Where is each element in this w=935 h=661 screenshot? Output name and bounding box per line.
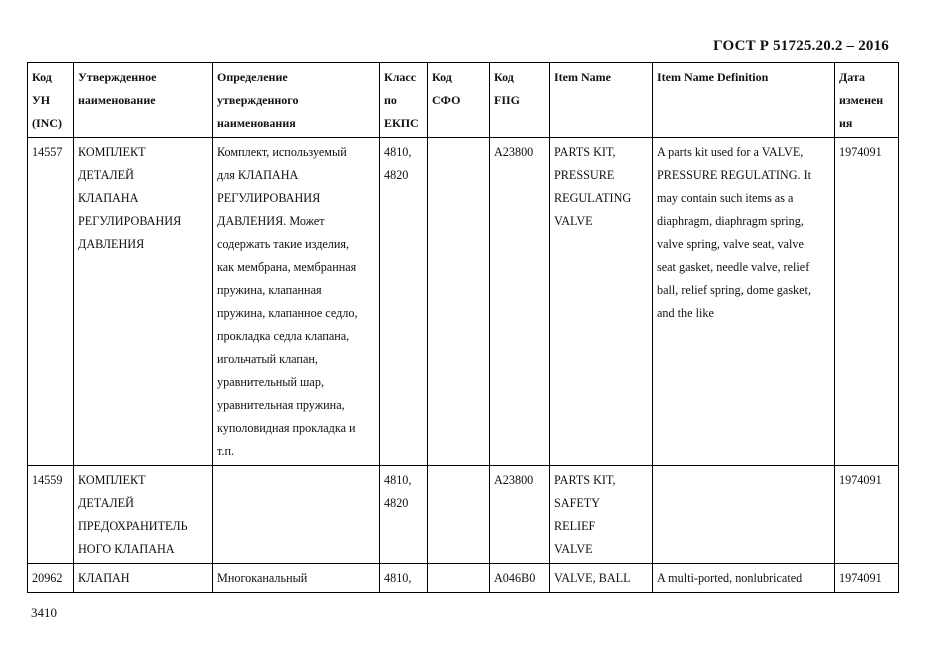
column-header-approved-name: Утвержденное наименование bbox=[74, 63, 213, 138]
cell-item-definition: A multi-ported, nonlubricated bbox=[653, 564, 835, 593]
table-row bbox=[28, 138, 899, 466]
cell-class: 4810, bbox=[380, 564, 428, 593]
page-number: 3410 bbox=[31, 605, 57, 620]
cell-inc: 14559 bbox=[28, 466, 74, 564]
cell-inc: 14557 bbox=[28, 138, 74, 466]
column-header-item-name: Item Name bbox=[550, 63, 653, 138]
document-standard-header: ГОСТ Р 51725.20.2 – 2016 bbox=[713, 38, 889, 54]
cell-fiig: A23800 bbox=[490, 466, 550, 564]
column-header-date: Дата изменен ия bbox=[835, 63, 899, 138]
cell-class: 4810, 4820 bbox=[380, 466, 428, 564]
table-row bbox=[28, 564, 899, 593]
cell-date: 1974091 bbox=[835, 138, 899, 466]
cell-fiig: A23800 bbox=[490, 138, 550, 466]
cell-item-name: PARTS KIT, PRESSURE REGULATING VALVE bbox=[550, 138, 653, 466]
cell-approved-name: КЛАПАН bbox=[74, 564, 213, 593]
cell-date: 1974091 bbox=[835, 466, 899, 564]
column-header-definition: Определение утвержденного наименования bbox=[213, 63, 380, 138]
cell-fiig: A046B0 bbox=[490, 564, 550, 593]
cell-sfo bbox=[428, 138, 490, 466]
cell-approved-name: КОМПЛЕКТ ДЕТАЛЕЙ КЛАПАНА РЕГУЛИРОВАНИЯ ДАВЛЕНИЯ bbox=[74, 138, 213, 466]
column-header-item-definition: Item Name Definition bbox=[653, 63, 835, 138]
cell-item-name: PARTS KIT, SAFETY RELIEF VALVE bbox=[550, 466, 653, 564]
cell-item-definition: A parts kit used for a VALVE, PRESSURE REGULATING. It may contain such items as a diaphragm, diaphragm spring, valve spring, valve seat, valve seat gasket, needle valve, relief ball, relief spring, dome gasket, and the like bbox=[653, 138, 835, 466]
column-header-inc: Код УН (INC) bbox=[28, 63, 74, 138]
column-header-class: Класс по ЕКПС bbox=[380, 63, 428, 138]
cell-item-name: VALVE, BALL bbox=[550, 564, 653, 593]
cell-date: 1974091 bbox=[835, 564, 899, 593]
cell-definition: Многоканальный bbox=[213, 564, 380, 593]
cell-sfo bbox=[428, 466, 490, 564]
table-header-row bbox=[28, 63, 899, 138]
table-row bbox=[28, 466, 899, 564]
cell-definition: Комплект, используемый для КЛАПАНА РЕГУЛИРОВАНИЯ ДАВЛЕНИЯ. Может содержать такие изделия, как мембрана, мембранная пружина, клапанная пружина, клапанное седло, прокладка седла клапана, игольчатый клапан, уравнительный шар, уравнительная пружина, куполовидная прокладка и т.п. bbox=[213, 138, 380, 466]
column-header-sfo: Код СФО bbox=[428, 63, 490, 138]
cell-item-definition bbox=[653, 466, 835, 564]
cell-sfo bbox=[428, 564, 490, 593]
column-header-fiig: Код FIIG bbox=[490, 63, 550, 138]
classification-table bbox=[27, 62, 899, 593]
cell-class: 4810, 4820 bbox=[380, 138, 428, 466]
cell-inc: 20962 bbox=[28, 564, 74, 593]
cell-definition bbox=[213, 466, 380, 564]
cell-approved-name: КОМПЛЕКТ ДЕТАЛЕЙ ПРЕДОХРАНИТЕЛЬ НОГО КЛАПАНА bbox=[74, 466, 213, 564]
